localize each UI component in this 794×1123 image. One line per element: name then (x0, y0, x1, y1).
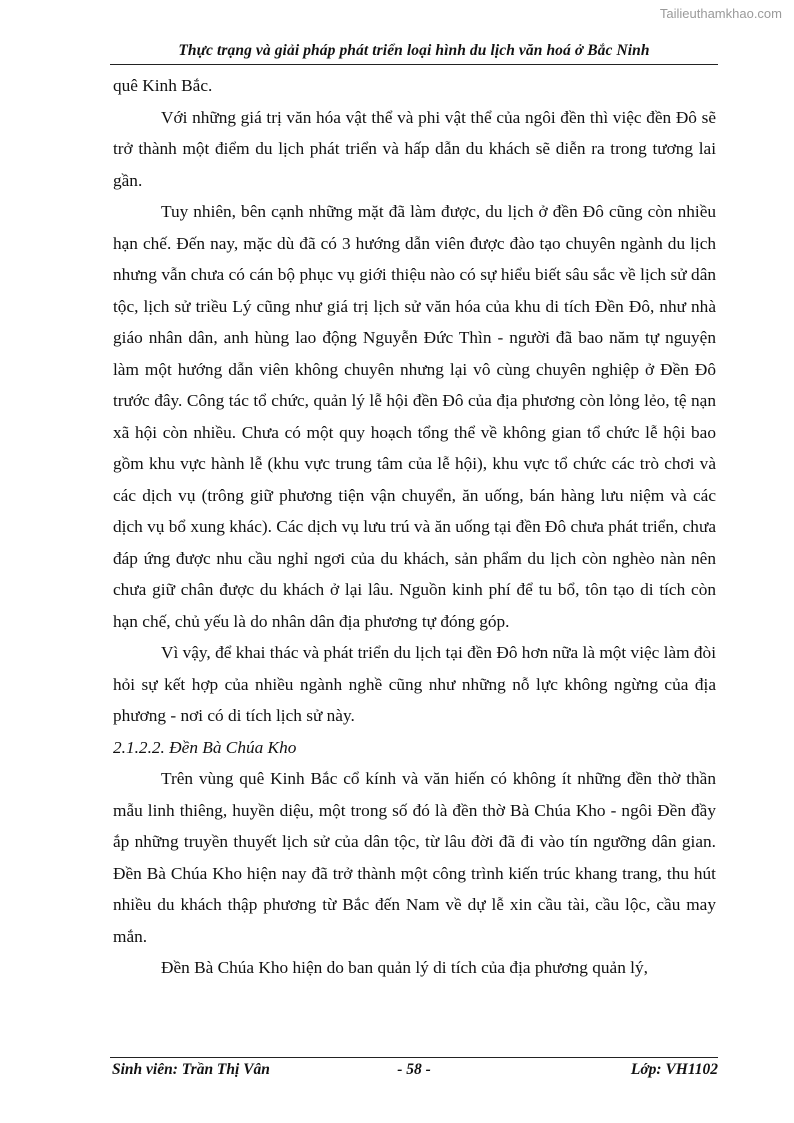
page-number: - 58 - (397, 1061, 431, 1078)
footer-divider (110, 1057, 718, 1058)
paragraph: Với những giá trị văn hóa vật thể và phi vật thể của ngôi đền thì việc đền Đô sẽ trở thành một điểm du lịch phát triển và hấp dẫn du khách sẽ diễn ra trong tương lai gần. (113, 107, 716, 190)
document-body (113, 70, 716, 984)
paragraph-continuation: quê Kinh Bắc. (113, 76, 213, 95)
paragraph: Đền Bà Chúa Kho hiện do ban quản lý di tích của địa phương quản lý, (161, 958, 648, 977)
paragraph: Tuy nhiên, bên cạnh những mặt đã làm được, du lịch ở đền Đô cũng còn nhiều hạn chế. Đến nay, mặc dù đã có 3 hướng dẫn viên được đào tạo chuyên ngành du lịch nhưng vẫn chưa có cán bộ phục vụ giới thiệu nào có sự hiểu biết sâu sắc về lịch sử dân tộc, lịch sử triều Lý cũng như giá trị lịch sử văn hóa của khu di tích Đền Đô, như nhà giáo nhân dân, anh hùng lao động Nguyễn Đức Thìn - người đã bao năm tự nguyện làm một hướng dẫn viên không chuyên nhưng lại vô cùng chuyên nghiệp ở Đền Đô trước đây. Công tác tổ chức, quản lý lễ hội đền Đô của địa phương còn lỏng lẻo, tệ nạn xã hội còn nhiều. Chưa có một quy hoạch tổng thể về không gian tổ chức lễ hội bao gồm khu vực hành lễ (khu vực trung tâm của lễ hội), khu vực tổ chức các trò chơi và các dịch vụ (trông giữ phương tiện vận chuyển, ăn uống, bán hàng lưu niệm và các dịch vụ bổ xung khác). Các dịch vụ lưu trú và ăn uống tại đền Đô chưa phát triển, chưa đáp ứng được nhu cầu nghỉ ngơi của du khách, sản phẩm du lịch còn nghèo nàn nên chưa giữ chân được du khách ở lại lâu. Nguồn kinh phí để tu bổ, tôn tạo di tích còn hạn chế, chủ yếu là do nhân dân địa phương tự đóng góp. (113, 202, 716, 631)
footer-student-name: Sinh viên: Trần Thị Vân (112, 1061, 270, 1078)
paragraph: Vì vậy, để khai thác và phát triển du lịch tại đền Đô hơn nữa là một việc làm đòi hỏi sự kết hợp của nhiều ngành nghề cũng như những nỗ lực không ngừng của địa phương - nơi có di tích lịch sử này. (113, 643, 716, 725)
footer-class-code: Lớp: VH1102 (630, 1061, 718, 1078)
watermark: Tailieuthamkhao.com (659, 6, 782, 21)
paragraph: Trên vùng quê Kinh Bắc cổ kính và văn hiến có không ít những đền thờ thần mẫu linh thiêng, huyền diệu, một trong số đó là đền thờ Bà Chúa Kho - ngôi Đền đầy ắp những truyền thuyết lịch sử của dân tộc, từ lâu đời đã đi vào tín ngưỡng dân gian. Đền Bà Chúa Kho hiện nay đã trở thành một công trình kiến trúc khang trang, thu hút nhiều du khách thập phương từ Bắc đến Nam về dự lễ xin cầu tài, cầu lộc, cầu may mắn. (113, 769, 716, 946)
header-divider (110, 64, 718, 65)
section-heading: 2.1.2.2. Đền Bà Chúa Kho (113, 737, 297, 757)
running-header: Thực trạng và giải pháp phát triển loại hình du lịch văn hoá ở Bắc Ninh (178, 42, 650, 59)
